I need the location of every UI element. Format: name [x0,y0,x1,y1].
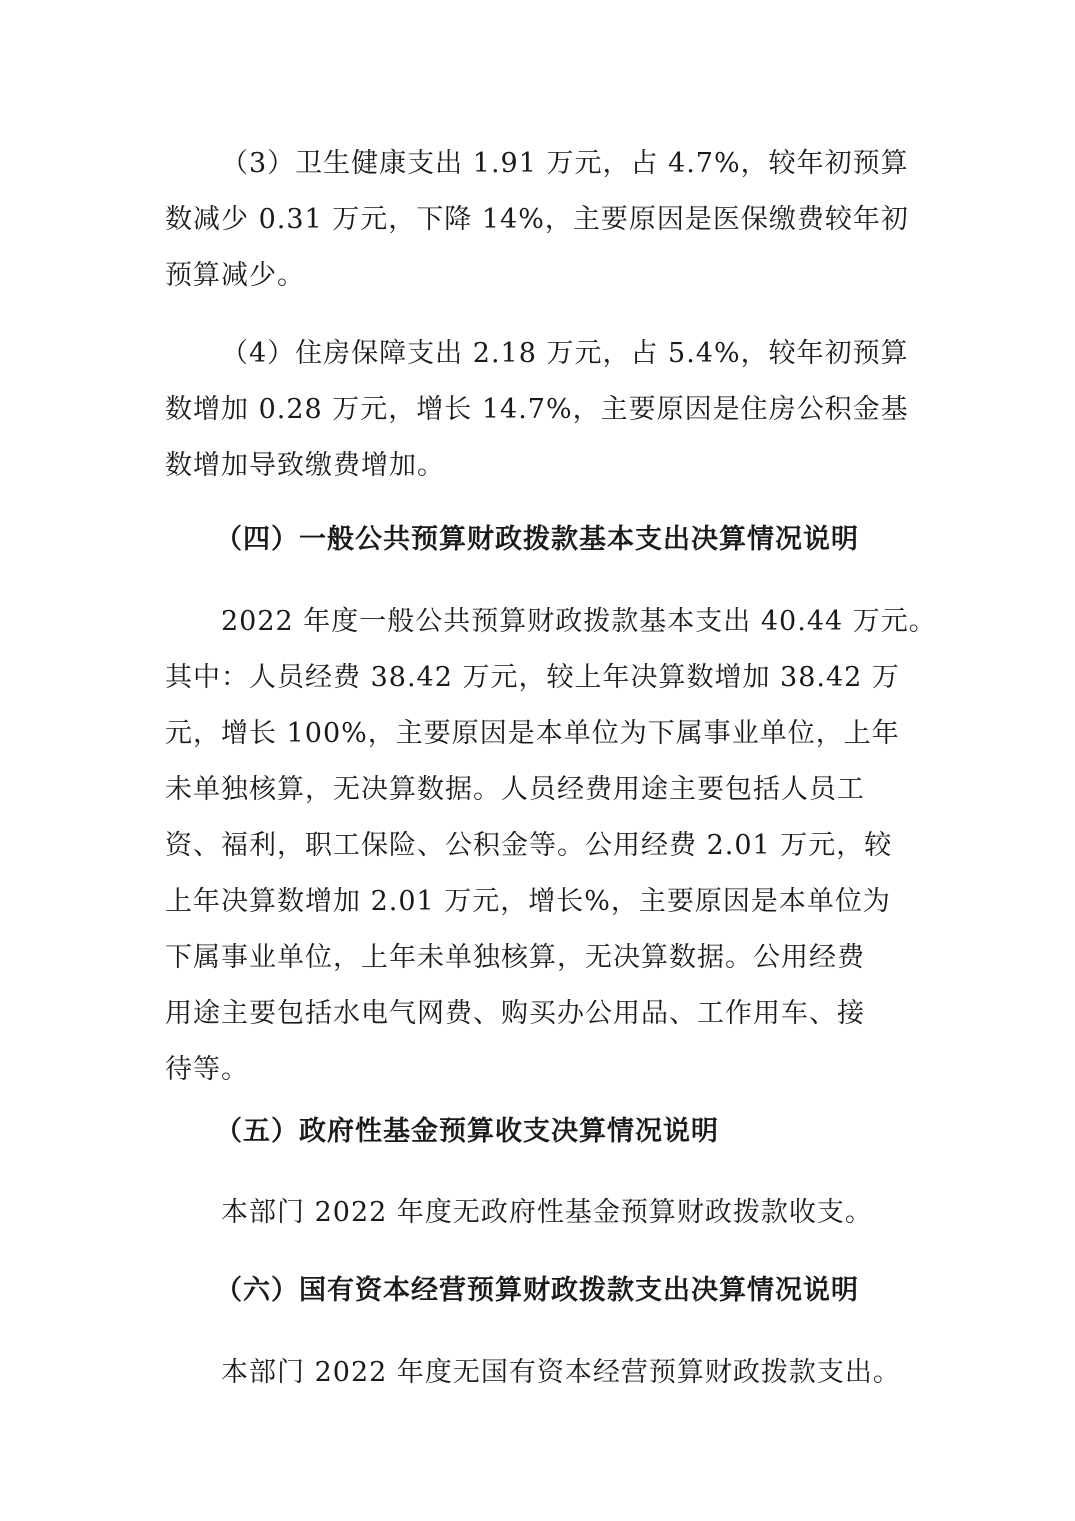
text-line: 本部门 2022 年度无国有资本经营预算财政拨款支出。 [221,1357,901,1388]
heading-text: （四）一般公共预算财政拨款基本支出决算情况说明 [215,524,859,555]
text-line: 本部门 2022 年度无政府性基金预算财政拨款收支。 [221,1197,873,1228]
text-line: 待等。 [165,1054,249,1085]
text-line: 数增加 0.28 万元，增长 14.7%，主要原因是住房公积金基 [165,394,909,425]
text-line: 未单独核算，无决算数据。人员经费用途主要包括人员工 [165,774,865,805]
paragraph-health-expense [165,136,909,304]
paragraph-basic-expense [165,594,937,1098]
text-line: 数增加导致缴费增加。 [165,450,445,481]
text-line: （3）卫生健康支出 1.91 万元，占 4.7%，较年初预算 [221,148,909,179]
text-line: 资、福利，职工保险、公积金等。公用经费 2.01 万元，较 [165,830,893,861]
text-line: 数减少 0.31 万元，下降 14%，主要原因是医保缴费较年初 [165,204,909,235]
text-line: 元，增长 100%，主要原因是本单位为下属事业单位，上年 [165,718,900,749]
paragraph-gov-fund [165,1185,905,1241]
heading-text: （五）政府性基金预算收支决算情况说明 [215,1116,719,1147]
text-line: 预算减少。 [165,260,305,291]
text-line: （4）住房保障支出 2.18 万元，占 5.4%，较年初预算 [221,338,909,369]
section-heading-5 [165,1104,905,1160]
text-line: 其中：人员经费 38.42 万元，较上年决算数增加 38.42 万 [165,662,900,693]
paragraph-housing-expense [165,326,909,494]
section-heading-4 [165,512,905,568]
heading-text: （六）国有资本经营预算财政拨款支出决算情况说明 [215,1275,859,1306]
text-line: 用途主要包括水电气网费、购买办公用品、工作用车、接 [165,998,865,1029]
paragraph-state-capital [165,1345,905,1401]
text-line: 2022 年度一般公共预算财政拨款基本支出 40.44 万元。 [221,606,937,637]
text-line: 上年决算数增加 2.01 万元，增长%，主要原因是本单位为 [165,886,891,917]
text-line: 下属事业单位，上年未单独核算，无决算数据。公用经费 [165,942,865,973]
section-heading-6 [165,1263,905,1319]
